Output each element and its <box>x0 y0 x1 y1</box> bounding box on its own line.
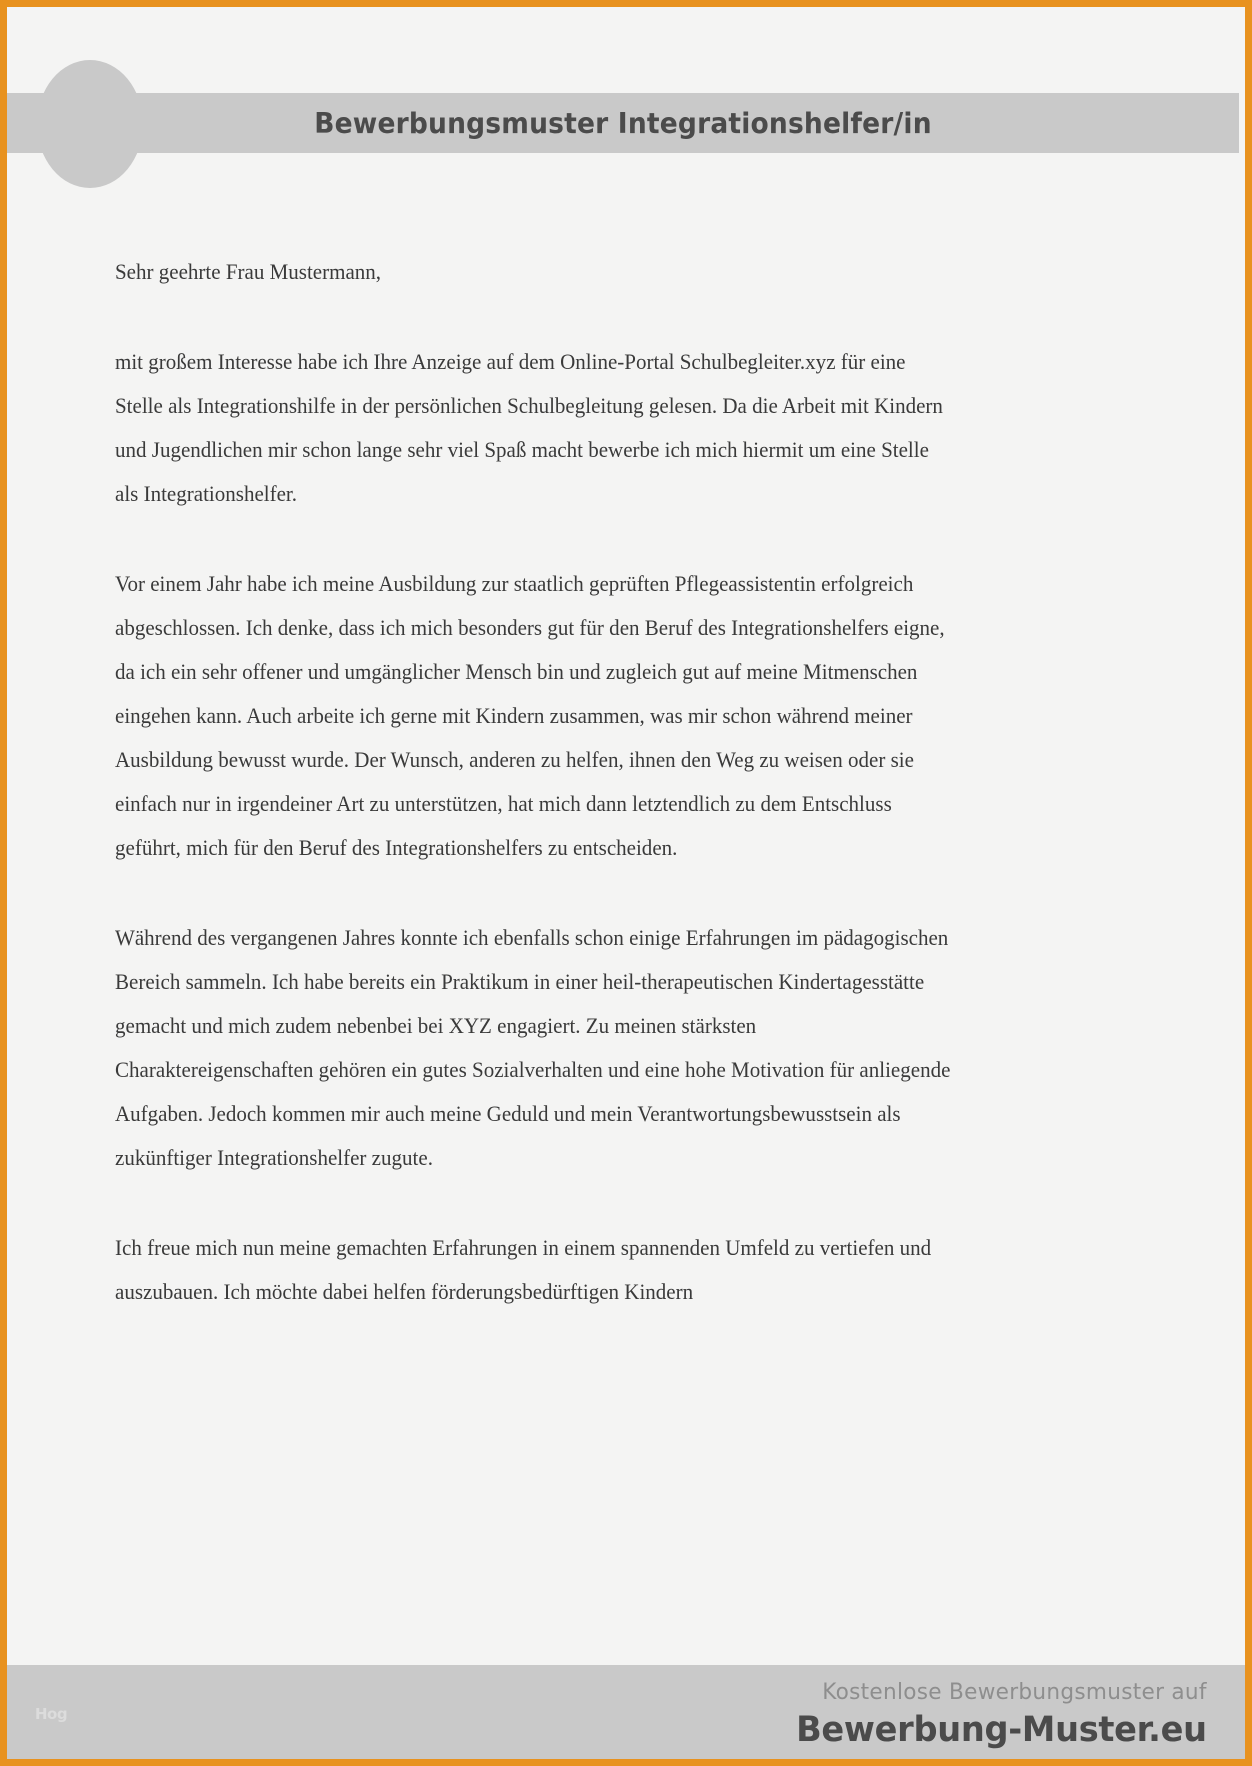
letter-paragraph-1: mit großem Interesse habe ich Ihre Anzeige auf dem Online-Portal Schulbegleiter.xyz für eine Stelle als Integrationshilfe in der persönlichen Schulbegleitung gelesen. Da die Arbeit mit Kindern und Jugendlichen mir schon lange sehr viel Spaß macht bewerbe ich mich hiermit um eine Stelle als Integrationshelfer. <box>115 349 943 506</box>
footer-branding <box>779 1677 1207 1753</box>
footer-domain-link[interactable]: Bewerbung-Muster.eu <box>796 1710 1207 1750</box>
letter-paragraph-2: Vor einem Jahr habe ich meine Ausbildung zur staatlich geprüften Pflegeassistentin erfolgreich abgeschlossen. Ich denke, dass ich mich besonders gut für den Beruf des Integrationshelfers eigne, da ich ein sehr offener und umgänglicher Mensch bin und zugleich gut auf meine Mitmenschen eingehen kann. Auch arbeite ich gerne mit Kindern zusammen, was mir schon während meiner Ausbildung bewusst wurde. Der Wunsch, anderen zu helfen, ihnen den Weg zu weisen oder sie einfach nur in irgendeiner Art zu unterstützen, hat mich dann letztendlich zu dem Entschluss geführt, mich für den Beruf des Integrationshelfers zu entscheiden. <box>115 571 945 860</box>
footer-tagline: Kostenlose Bewerbungsmuster auf <box>822 1679 1207 1705</box>
footer-watermark: Hog <box>35 1705 68 1723</box>
letter-paragraph-3: Während des vergangenen Jahres konnte ich ebenfalls schon einige Erfahrungen im pädagogischen Bereich sammeln. Ich habe bereits ein Praktikum in einer heil-therapeutischen Kindertagesstätte gemacht und mich zudem nebenbei bei XYZ engagiert. Zu meinen stärksten Charaktereigenschaften gehören ein gutes Sozialverhalten und eine hohe Motivation für anliegende Aufgaben. Jedoch kommen mir auch meine Geduld und mein Verantwortungsbewusstsein als zukünftiger Integrationshelfer zugute. <box>115 925 951 1170</box>
letter-salutation: Sehr geehrte Frau Mustermann, <box>115 259 382 284</box>
page-title: Bewerbungsmuster Integrationshelfer/in <box>314 106 932 140</box>
document-header <box>7 7 1245 197</box>
document-footer <box>7 1665 1245 1759</box>
letter-paragraph-4: Ich freue mich nun meine gemachten Erfahrungen in einem spannenden Umfeld zu vertiefen und auszubauen. Ich möchte dabei helfen förderungsbedürftigen Kindern <box>115 1235 932 1304</box>
letter-body <box>115 250 997 1360</box>
page-inner <box>7 7 1245 1759</box>
